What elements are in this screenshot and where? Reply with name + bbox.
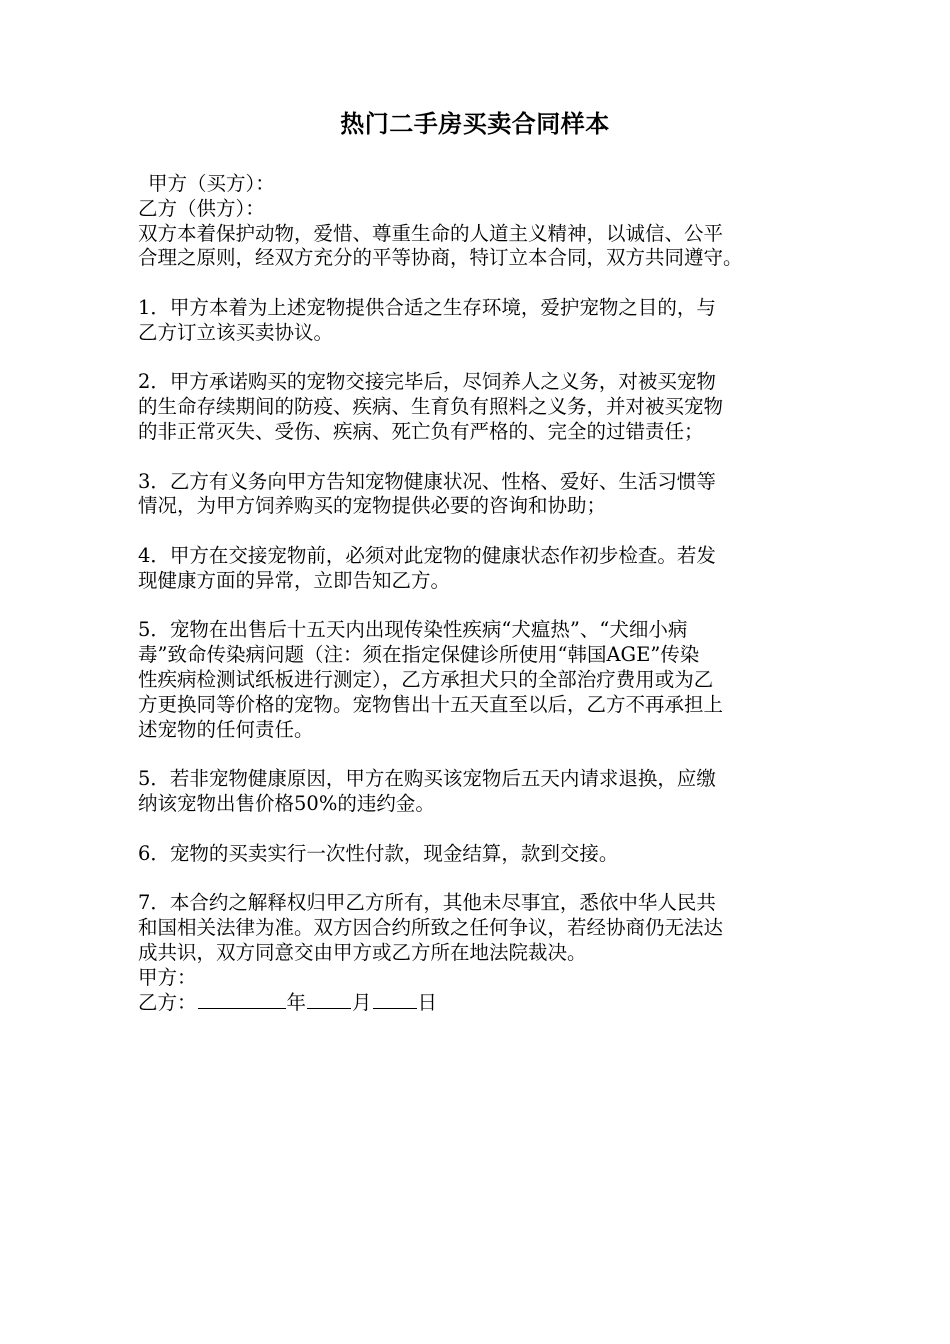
clause-line: 4．甲方在交接宠物前，必须对此宠物的健康状态作初步检查。若发: [138, 543, 716, 567]
preamble-line: 合理之原则，经双方充分的平等协商，特订立本合同，双方共同遵守。: [138, 246, 743, 270]
clause-2: [138, 370, 818, 444]
clause-line: 5．若非宠物健康原因，甲方在购买该宠物后五天内请求退换，应缴: [138, 767, 716, 791]
clause-line: 现健康方面的异常，立即告知乙方。: [138, 568, 451, 592]
clause-line: 纳该宠物出售价格50%的违约金。: [138, 791, 435, 815]
clause-line: 5．宠物在出售后十五天内出现传染性疾病“犬瘟热”、“犬细小病: [138, 618, 688, 642]
document-title: 热门二手房买卖合同样本: [340, 109, 610, 138]
day-label: 日: [417, 991, 438, 1015]
clause-4: [138, 544, 818, 594]
clause-line: 乙方订立该买卖协议。: [138, 320, 334, 344]
year-blank: [198, 990, 286, 1009]
month-blank: [307, 990, 351, 1009]
clause-6: [138, 842, 818, 867]
clause-line: 性疾病检测试纸板进行测定），乙方承担犬只的全部治疗费用或为乙: [138, 667, 714, 691]
clause-line: 7．本合约之解释权归甲乙方所有，其他未尽事宜，悉依中华人民共: [138, 891, 716, 915]
clause-3: [138, 470, 818, 520]
contract-body: [138, 172, 818, 1015]
clause-line: 方更换同等价格的宠物。宠物售出十五天直至以后，乙方不再承担上: [138, 692, 724, 716]
clause-line: 毒”致命传染病问题（注：须在指定保健诊所使用“韩国AGE”传染: [138, 643, 700, 667]
clause-line: 的生命存续期间的防疫、疾病、生育负有照料之义务，并对被买宠物: [138, 395, 724, 419]
clause-5: [138, 618, 818, 742]
preamble: [138, 222, 818, 272]
clause-line: 2．甲方承诺购买的宠物交接完毕后，尽饲养人之义务，对被买宠物: [138, 370, 716, 394]
signature-party-a: 甲方：: [138, 965, 197, 989]
party-b-supplier-label: 乙方（供方）：: [138, 196, 265, 220]
clause-line: 情况，为甲方饲养购买的宠物提供必要的咨询和协助；: [138, 494, 607, 518]
clause-line: 和国相关法律为准。双方因合约所致之任何争议，若经协商仍无法达: [138, 915, 724, 939]
party-a-buyer-label: 甲方（买方）：: [148, 172, 275, 195]
clause-line: 1．甲方本着为上述宠物提供合适之生存环境，爱护宠物之目的，与: [138, 295, 716, 319]
signature-party-b-date: [138, 990, 818, 1015]
clause-line: 述宠物的任何责任。: [138, 717, 314, 741]
clause-line: 的非正常灭失、受伤、疾病、死亡负有严格的、完全的过错责任；: [138, 419, 704, 443]
clause-line: 6．宠物的买卖实行一次性付款，现金结算，款到交接。: [138, 841, 619, 865]
clause-1: [138, 296, 818, 346]
day-blank: [373, 990, 417, 1009]
preamble-line: 双方本着保护动物，爱惜、尊重生命的人道主义精神，以诚信、公平: [138, 221, 724, 245]
clause-line: 成共识，双方同意交由甲方或乙方所在地法院裁决。: [138, 940, 587, 964]
clause-7: [138, 891, 818, 965]
month-label: 月: [352, 991, 372, 1015]
clause-line: 3．乙方有义务向甲方告知宠物健康状况、性格、爱好、生活习惯等: [138, 469, 716, 493]
signature-party-b-label: 乙方：: [138, 991, 197, 1015]
year-label: 年: [286, 991, 307, 1015]
clause-5b: [138, 767, 818, 817]
